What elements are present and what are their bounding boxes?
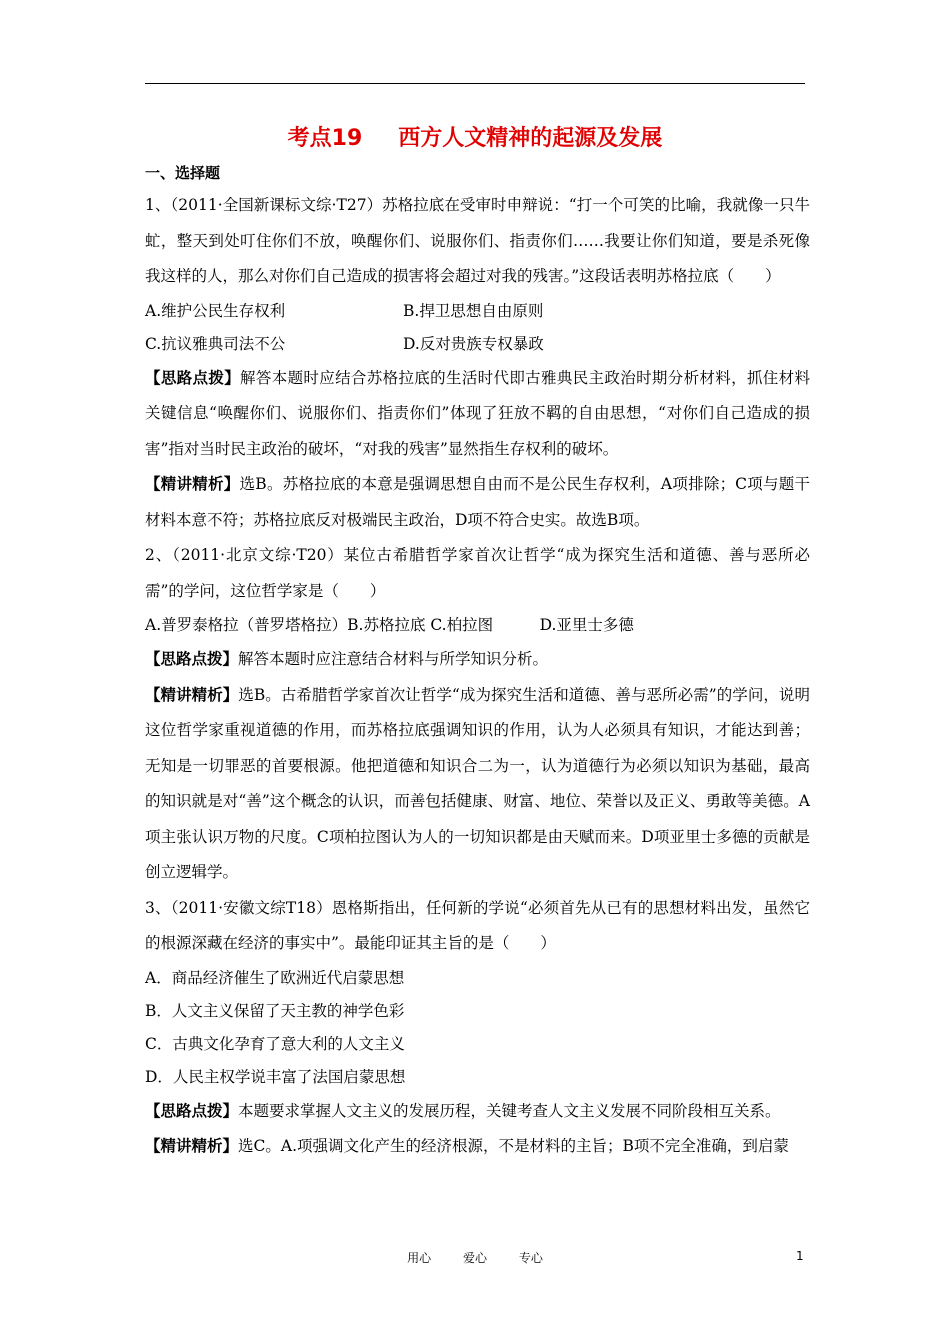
q3-option-d: D．人民主权学说丰富了法国启蒙思想 (145, 1067, 406, 1086)
page-number: 1 (796, 1249, 804, 1263)
q2-hint-tag: 【思路点拨】 (145, 650, 239, 668)
question-2-stem: 2、（2011·北京文综·T20）某位古希腊哲学家首次让哲学“成为探究生活和道德、善与恶所必需”的学问，这位哲学家是（ ） (145, 546, 810, 600)
title-topic: 考点19 (287, 126, 363, 151)
footer-word-1: 用心 (407, 1251, 432, 1265)
q3-analysis-text: 选C。A.项强调文化产生的经济根源，不是材料的主旨；B项不完全准确，到启蒙 (238, 1137, 789, 1155)
q1-option-d: D.反对贵族专权暴政 (403, 334, 544, 353)
question-1-stem: 1、（2011·全国新课标文综·T27）苏格拉底在受审时申辩说：“打一个可笑的比喻，我就像一只牛虻，整天到处叮住你们不放，唤醒你们、说服你们、指责你们……我要让你们知道，要是杀死像我这样的人，那么对你们自己造成的损害将会超过对我的残害。”这段话表明苏格拉底（ ） (145, 196, 810, 285)
question-1-options-row-2 (145, 328, 810, 361)
q3-option-b: B．人文主义保留了天主教的神学色彩 (145, 1001, 405, 1020)
q2-hint (145, 642, 810, 678)
q2-analysis-tag: 【精讲精析】 (145, 685, 239, 704)
q3-option-c: C．古典文化孕育了意大利的人文主义 (145, 1034, 405, 1053)
q1-analysis (145, 467, 810, 538)
q3-hint-tag: 【思路点拨】 (145, 1101, 239, 1120)
q1-option-c: C.抗议雅典司法不公 (145, 334, 286, 353)
q1-analysis-tag: 【精讲精析】 (145, 475, 240, 493)
q1-analysis-text: 选B。苏格拉底的本意是强调思想自由而不是公民生存权利，A项排除；C项与题干材料本意不符；苏格拉底反对极端民主政治，D项不符合史实。故选B项。 (145, 475, 810, 529)
q1-option-a: A.维护公民生存权利 (145, 301, 286, 320)
q3-analysis (145, 1129, 810, 1165)
q2-analysis (145, 678, 810, 891)
q3-analysis-tag: 【精讲精析】 (145, 1137, 239, 1155)
q3-option-a: A．商品经济催生了欧洲近代启蒙思想 (145, 968, 405, 987)
q1-option-b: B.捍卫思想自由原则 (403, 301, 544, 320)
page-title (0, 121, 950, 152)
question-1-options-row-1 (145, 295, 810, 328)
footer-word-2: 爱心 (462, 1251, 487, 1265)
q2-analysis-text: 选B。古希腊哲学家首次让哲学“成为探究生活和道德、善与恶所必需”的学问，说明这位哲学家重视道德的作用，而苏格拉底强调知识的作用，认为人必须具有知识，才能达到善；无知是一切罪恶的首要根源。他把道德和知识合二为一，认为道德行为必须以知识为基础，最高的知识就是对“善”这个概念的认识，而善包括健康、财富、地位、荣誉以及正义、勇敢等美德。A项主张认识万物的尺度。C项柏拉图认为人的一切知识都是由天赋而来。D项亚里士多德的贡献是创立逻辑学。 (145, 685, 810, 881)
q3-hint (145, 1094, 810, 1130)
q1-hint-tag: 【思路点拨】 (145, 368, 241, 387)
section-heading: 一、选择题 (145, 164, 221, 182)
footer-word-3: 专心 (518, 1251, 543, 1265)
question-2-options: A.普罗泰格拉（普罗塔格拉）B.苏格拉底 C.柏拉图 D.亚里士多德 (145, 616, 634, 634)
header-rule (145, 83, 805, 84)
title-name: 西方人文精神的起源及发展 (398, 126, 663, 151)
q1-hint (145, 361, 810, 468)
question-3-stem: 3、（2011·安徽文综T18）恩格斯指出，任何新的学说“必须首先从已有的思想材料出发，虽然它的根源深藏在经济的事实中”。最能印证其主旨的是（ ） (145, 898, 810, 952)
q1-hint-text: 解答本题时应结合苏格拉底的生活时代即古雅典民主政治时期分析材料，抓住材料关键信息“唤醒你们、说服你们、指责你们”体现了狂放不羁的自由思想，“对你们自己造成的损害”指对当时民主政治的破坏，“对我的残害”显然指生存权利的破坏。 (145, 368, 810, 458)
q2-hint-text: 解答本题时应注意结合材料与所学知识分析。 (238, 650, 549, 668)
q3-hint-text: 本题要求掌握人文主义的发展历程，关键考查人文主义发展不同阶段相互关系。 (238, 1101, 781, 1120)
page-footer (0, 1249, 950, 1266)
document-body (145, 158, 810, 1165)
